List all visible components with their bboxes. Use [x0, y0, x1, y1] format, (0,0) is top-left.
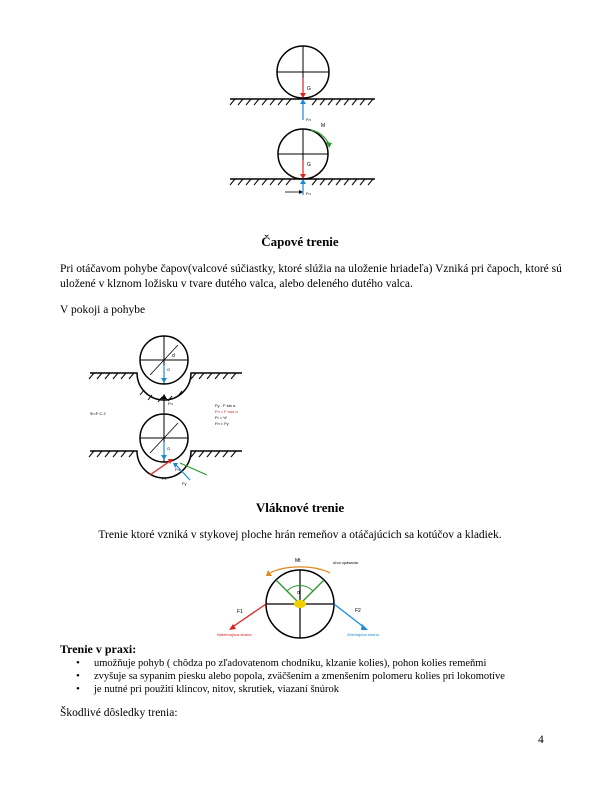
section-title-vlaknove-trenie: Vláknové trenie	[255, 500, 345, 515]
legend-line3: Fr = Ψ	[215, 415, 227, 420]
mt-label: Mt	[295, 558, 301, 564]
g-label-bearing-bottom: G	[167, 446, 171, 451]
m-label: M	[321, 123, 326, 129]
page-number: 4	[538, 734, 544, 746]
fn-label-bearing-bottom: Fn	[175, 467, 180, 472]
uhol-label: uhol opásania	[333, 560, 358, 565]
formula-label: Ψ=F·C.2	[90, 411, 106, 416]
capove-paragraph-line2: uložené v klznom ložisku v tvare dutého valca, alebo deleného dutého valca.	[60, 278, 413, 290]
list-item: • zvyšuje sa sypaním piesku alebo popola, zväčšením a zmenšením polomeru kolies pri lokomotíve	[66, 670, 586, 683]
figure-journal-bearing	[82, 335, 282, 495]
capove-subtext: V pokoji a pohybe	[60, 304, 146, 316]
legend-line4: Fn < Fy	[215, 421, 229, 426]
fn-label-top: Fn	[306, 117, 311, 122]
prax-list	[66, 657, 586, 696]
capove-paragraph	[60, 262, 560, 292]
fc-label: Fc	[162, 476, 167, 481]
section-title-capove-trenie: Čapové trenie	[261, 234, 339, 249]
legend-line2: Fn = F·cos α	[215, 409, 238, 414]
figure-rolling-wheel	[225, 40, 375, 200]
list-item: • je nutné pri použití klincov, nitov, skrutiek, viazaní šnúrok	[66, 683, 586, 696]
fn-label-bottom: Fn	[306, 191, 311, 196]
figure-belt-pulley	[215, 548, 395, 640]
g-label-bearing-top: G	[167, 367, 171, 372]
g-label-bottom: G	[307, 162, 311, 168]
fy-label: Fy	[182, 481, 187, 486]
nabieh-label: Nabiehajúca strana	[217, 632, 252, 637]
f1-label: F1	[237, 609, 243, 615]
legend-line1: Fy - F·sin α	[215, 403, 236, 408]
zbieh-label: Zbiehajúca strana	[347, 632, 379, 637]
prax-title: Trenie v praxi:	[60, 642, 137, 656]
d-label: d	[172, 353, 175, 359]
alpha-label: α	[297, 590, 300, 596]
capove-paragraph-line1: Pri otáčavom pohybe čapov(valcové súčiastky, ktoré slúžia na uloženie hriadeľa) Vzniká pri čapoch, ktoré sú	[60, 263, 562, 275]
list-item: • umožňuje pohyb ( chôdza po zľadovatenom chodníku, klzanie kolies), pohon kolies remeňmi	[66, 657, 586, 670]
vlaknove-paragraph: Trenie ktoré vzniká v stykovej ploche hrán remeňov a otáčajúcich sa kotúčov a kladiek.	[98, 529, 502, 541]
f2-label: F2	[355, 608, 361, 614]
skodlive-text: Škodlivé dôsledky trenia:	[60, 707, 178, 719]
g-label-top: G	[307, 86, 311, 92]
fn-label-bearing: Fn	[168, 401, 173, 406]
